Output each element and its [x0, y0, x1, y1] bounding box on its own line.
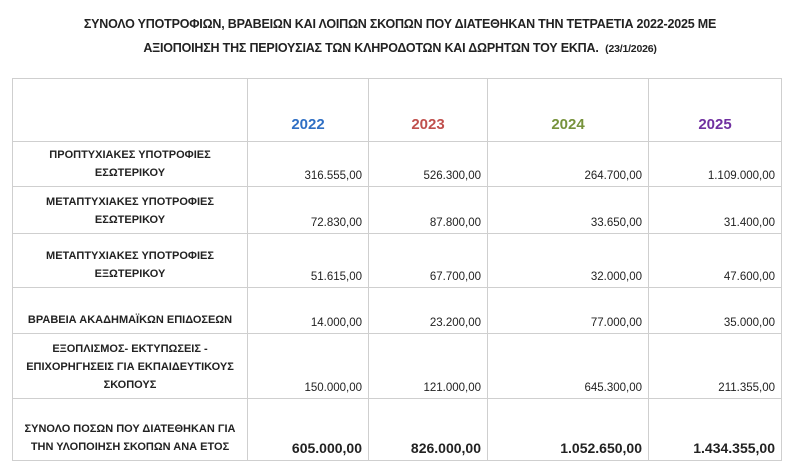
title-line-2-text: ΑΞΙΟΠΟΙΗΣΗ ΤΗΣ ΠΕΡΙΟΥΣΙΑΣ ΤΩΝ ΚΛΗΡΟΔΟΤΩΝ ΚΑΙ ΔΩΡΗΤΩΝ ΤΟΥ ΕΚΠΑ.	[143, 41, 599, 55]
title-line-2	[0, 36, 800, 61]
table-row	[13, 187, 782, 234]
value-cell: 33.650,00	[488, 187, 649, 234]
table-row	[13, 142, 782, 187]
funding-table	[12, 78, 782, 461]
value-cell: 1.052.650,00	[488, 399, 649, 461]
year-header-2024: 2024	[488, 79, 649, 142]
value-cell: 35.000,00	[649, 288, 782, 334]
row-label: ΠΡΟΠΤΥΧΙΑΚΕΣ ΥΠΟΤΡΟΦΙΕΣ ΕΣΩΤΕΡΙΚΟΥ	[13, 142, 248, 187]
value-cell: 67.700,00	[369, 234, 488, 288]
row-label: ΣΥΝΟΛΟ ΠΟΣΩΝ ΠΟΥ ΔΙΑΤΕΘΗΚΑΝ ΓΙΑ ΤΗΝ ΥΛΟΠΟΙΗΣΗ ΣΚΟΠΩΝ ΑΝΑ ΕΤΟΣ	[13, 399, 248, 461]
value-cell: 72.830,00	[248, 187, 369, 234]
value-cell: 121.000,00	[369, 334, 488, 399]
title-line-1: ΣΥΝΟΛΟ ΥΠΟΤΡΟΦΙΩΝ, ΒΡΑΒΕΙΩΝ ΚΑΙ ΛΟΙΠΩΝ ΣΚΟΠΩΝ ΠΟΥ ΔΙΑΤΕΘΗΚΑΝ ΤΗΝ ΤΕΤΡΑΕΤΙΑ 2022-2025 ΜΕ	[83, 17, 717, 31]
year-header-2025: 2025	[649, 79, 782, 142]
value-cell: 14.000,00	[248, 288, 369, 334]
total-row	[13, 399, 782, 461]
value-cell: 32.000,00	[488, 234, 649, 288]
document-title	[0, 12, 800, 61]
value-cell: 23.200,00	[369, 288, 488, 334]
value-cell: 526.300,00	[369, 142, 488, 187]
value-cell: 1.109.000,00	[649, 142, 782, 187]
value-cell: 51.615,00	[248, 234, 369, 288]
value-cell: 1.434.355,00	[649, 399, 782, 461]
year-header-2023: 2023	[369, 79, 488, 142]
value-cell: 826.000,00	[369, 399, 488, 461]
value-cell: 77.000,00	[488, 288, 649, 334]
row-label: ΒΡΑΒΕΙΑ ΑΚΑΔΗΜΑΪΚΩΝ ΕΠΙΔΟΣΕΩΝ	[13, 288, 248, 334]
table-row	[13, 288, 782, 334]
table-row	[13, 234, 782, 288]
value-cell: 31.400,00	[649, 187, 782, 234]
row-label: ΜΕΤΑΠΤΥΧΙΑΚΕΣ ΥΠΟΤΡΟΦΙΕΣ ΕΞΩΤΕΡΙΚΟΥ	[13, 234, 248, 288]
value-cell: 150.000,00	[248, 334, 369, 399]
header-empty-cell	[13, 79, 248, 142]
value-cell: 645.300,00	[488, 334, 649, 399]
year-header-2022: 2022	[248, 79, 369, 142]
value-cell: 264.700,00	[488, 142, 649, 187]
value-cell: 87.800,00	[369, 187, 488, 234]
value-cell: 605.000,00	[248, 399, 369, 461]
header-row	[13, 79, 782, 142]
table-row	[13, 334, 782, 399]
value-cell: 47.600,00	[649, 234, 782, 288]
title-date: (23/1/2026)	[605, 43, 657, 55]
value-cell: 211.355,00	[649, 334, 782, 399]
row-label: ΜΕΤΑΠΤΥΧΙΑΚΕΣ ΥΠΟΤΡΟΦΙΕΣ ΕΣΩΤΕΡΙΚΟΥ	[13, 187, 248, 234]
value-cell: 316.555,00	[248, 142, 369, 187]
row-label: ΕΞΟΠΛΙΣΜΟΣ- ΕΚΤΥΠΩΣΕΙΣ - ΕΠΙΧΟΡΗΓΗΣΕΙΣ ΓΙΑ ΕΚΠΑΙΔΕΥΤΙΚΟΥΣ ΣΚΟΠΟΥΣ	[13, 334, 248, 399]
